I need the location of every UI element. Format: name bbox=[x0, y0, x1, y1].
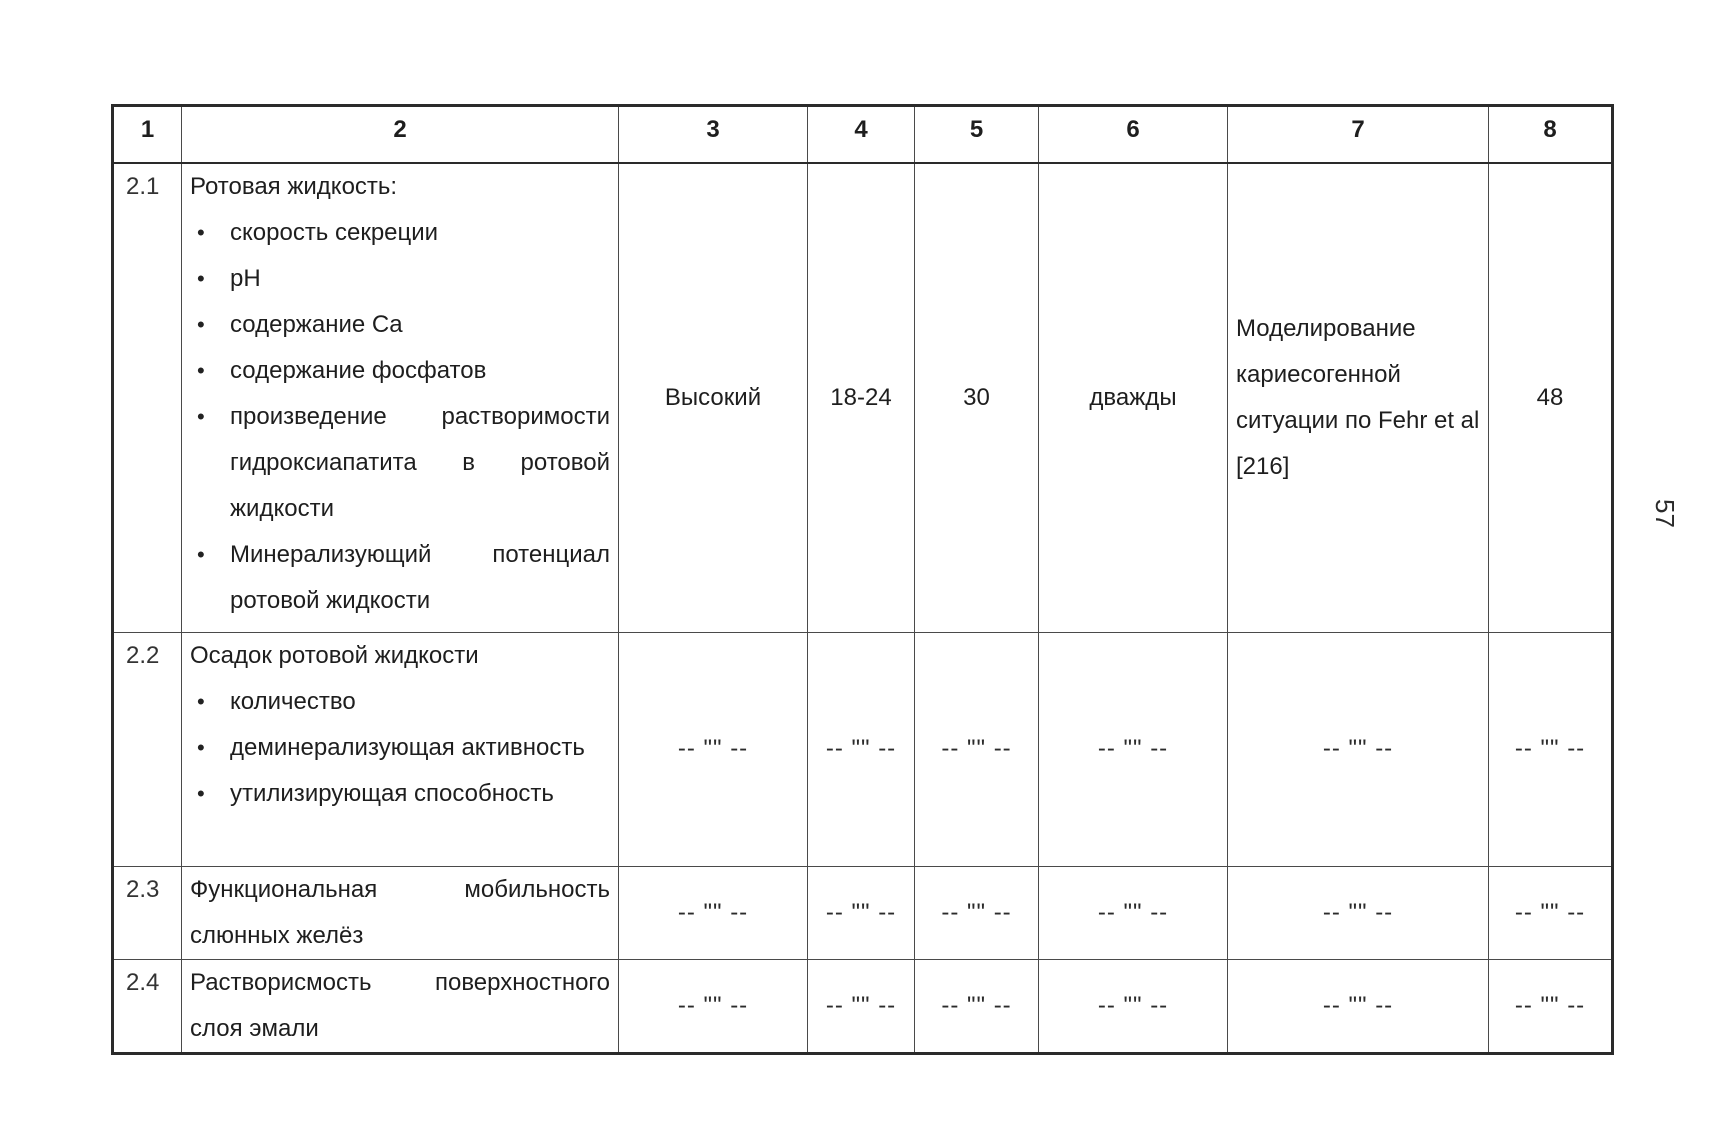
row-description bbox=[182, 632, 619, 866]
header-cell-2: 2 bbox=[182, 106, 619, 164]
table-row bbox=[113, 632, 1613, 866]
list-item: • деминерализующая активность bbox=[190, 725, 610, 771]
table-row bbox=[113, 959, 1613, 1053]
header-cell-3: 3 bbox=[619, 106, 808, 164]
list-item: • Минерализующий потенциал ротовой жидкости bbox=[190, 532, 610, 624]
ditto-cell: -- "" -- bbox=[915, 632, 1039, 866]
header-cell-4: 4 bbox=[808, 106, 915, 164]
ditto-cell: -- "" -- bbox=[1489, 632, 1613, 866]
ditto-cell: -- "" -- bbox=[1039, 632, 1228, 866]
frequency-cell: дважды bbox=[1039, 163, 1228, 632]
table-row bbox=[113, 866, 1613, 959]
row-title: Ротовая жидкость: bbox=[190, 173, 398, 200]
list-item: • pH bbox=[190, 256, 610, 302]
list-item: • содержание Ca bbox=[190, 302, 610, 348]
ditto-cell: -- "" -- bbox=[808, 632, 915, 866]
col8-cell: 48 bbox=[1489, 163, 1613, 632]
ditto-cell: -- "" -- bbox=[1489, 959, 1613, 1053]
row-description bbox=[182, 163, 619, 632]
item-list bbox=[190, 210, 610, 624]
method-cell: Моделирование кариесогенной ситуации по Fehr et al [216] bbox=[1228, 163, 1489, 632]
ditto-cell: -- "" -- bbox=[1039, 866, 1228, 959]
row-title: Осадок ротовой жидкости bbox=[190, 641, 479, 669]
data-table bbox=[111, 104, 1614, 1055]
list-item: • количество bbox=[190, 679, 610, 725]
header-row bbox=[113, 106, 1613, 164]
header-cell-5: 5 bbox=[915, 106, 1039, 164]
row-description bbox=[182, 866, 619, 959]
ditto-cell: -- "" -- bbox=[808, 866, 915, 959]
list-item: • произведение растворимости гидроксиапатита в ротовой жидкости bbox=[190, 394, 610, 532]
row-number: 2.1 bbox=[113, 163, 182, 632]
row-number: 2.2 bbox=[113, 632, 182, 866]
ditto-cell: -- "" -- bbox=[915, 959, 1039, 1053]
level-cell: Высокий bbox=[619, 163, 808, 632]
col4-cell: 18-24 bbox=[808, 163, 915, 632]
row-number: 2.3 bbox=[113, 866, 182, 959]
ditto-cell: -- "" -- bbox=[1228, 866, 1489, 959]
col5-cell: 30 bbox=[915, 163, 1039, 632]
ditto-cell: -- "" -- bbox=[808, 959, 915, 1053]
list-item: • скорость секреции bbox=[190, 210, 610, 256]
list-item: • содержание фосфатов bbox=[190, 348, 610, 394]
row-title: Функциональная мобильность слюнных желёз bbox=[190, 875, 610, 949]
ditto-cell: -- "" -- bbox=[619, 959, 808, 1053]
ditto-cell: -- "" -- bbox=[1489, 866, 1613, 959]
ditto-cell: -- "" -- bbox=[1228, 632, 1489, 866]
header-cell-1: 1 bbox=[113, 106, 182, 164]
row-title: Растворисмость поверхностного слоя эмали bbox=[190, 968, 610, 1042]
header-cell-6: 6 bbox=[1039, 106, 1228, 164]
item-list bbox=[190, 679, 610, 817]
ditto-cell: -- "" -- bbox=[619, 866, 808, 959]
ditto-cell: -- "" -- bbox=[1039, 959, 1228, 1053]
row-description bbox=[182, 959, 619, 1053]
table-row bbox=[113, 163, 1613, 632]
ditto-cell: -- "" -- bbox=[1228, 959, 1489, 1053]
ditto-cell: -- "" -- bbox=[915, 866, 1039, 959]
page-number: 57 bbox=[1649, 499, 1680, 528]
row-number: 2.4 bbox=[113, 959, 182, 1053]
ditto-cell: -- "" -- bbox=[619, 632, 808, 866]
header-cell-7: 7 bbox=[1228, 106, 1489, 164]
header-cell-8: 8 bbox=[1489, 106, 1613, 164]
list-item: • утилизирующая способность bbox=[190, 771, 610, 817]
